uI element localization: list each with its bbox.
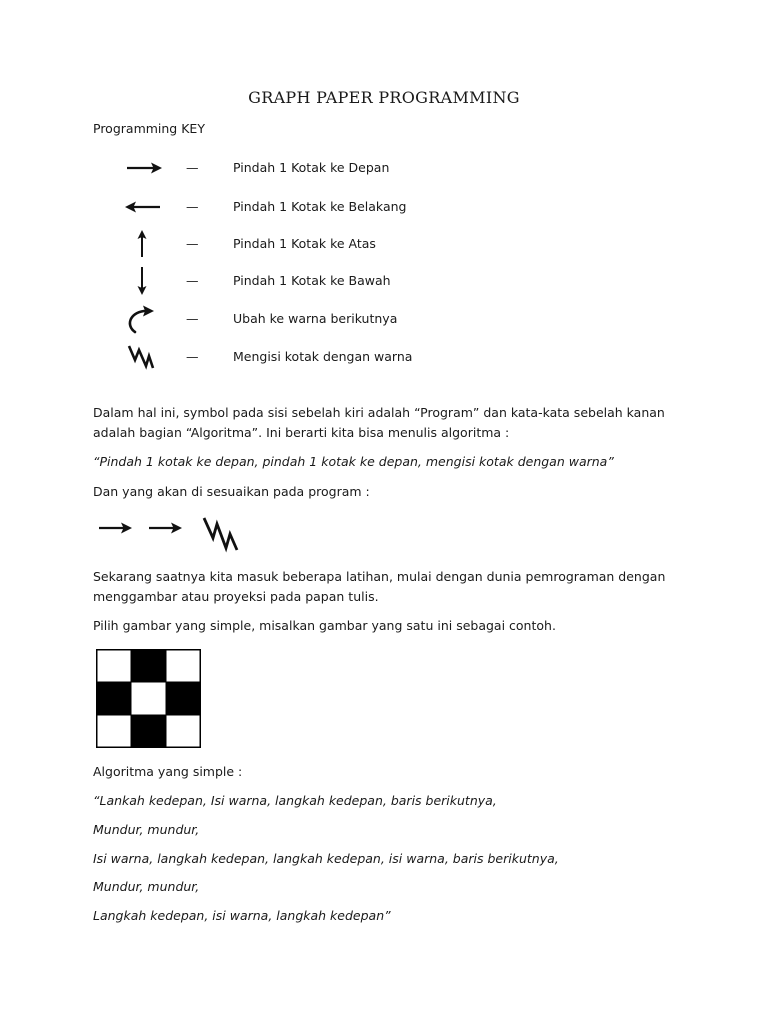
key-heading: Programming KEY xyxy=(93,121,205,136)
key-dash: — xyxy=(186,199,199,214)
key-dash: — xyxy=(186,160,199,175)
key-dash: — xyxy=(186,311,199,326)
key-row-up xyxy=(0,229,768,259)
program-intro: Dan yang akan di sesuaikan pada program : xyxy=(93,484,370,499)
arrow-left-icon xyxy=(118,192,166,222)
grid-cell xyxy=(96,649,131,682)
key-row-forward xyxy=(0,153,768,183)
grid-cell xyxy=(166,682,201,715)
paragraph-line: adalah bagian “Algoritma”. Ini berarti kita bisa menulis algoritma : xyxy=(93,425,510,440)
arrow-down-icon xyxy=(118,266,166,296)
algorithm-line: Mundur, mundur, xyxy=(93,822,200,837)
key-label-fill: Mengisi kotak dengan warna xyxy=(233,349,413,364)
example-program xyxy=(94,510,254,554)
paragraph-line: Sekarang saatnya kita masuk beberapa latihan, mulai dengan dunia pemrograman dengan xyxy=(93,569,666,584)
grid-cell xyxy=(131,649,166,682)
grid-cell xyxy=(166,715,201,748)
curved-arrow-icon xyxy=(118,304,166,334)
key-label-up: Pindah 1 Kotak ke Atas xyxy=(233,236,376,251)
key-row-next-color xyxy=(0,304,768,334)
paragraph-line: Pilih gambar yang simple, misalkan gambar yang satu ini sebagai contoh. xyxy=(93,618,556,633)
key-label-next-color: Ubah ke warna berikutnya xyxy=(233,311,398,326)
arrow-right-icon xyxy=(99,523,132,534)
arrow-up-icon xyxy=(118,229,166,259)
grid-cell xyxy=(166,649,201,682)
key-row-backward xyxy=(0,192,768,222)
zigzag-fill-icon xyxy=(204,518,237,550)
algorithm-line: “Lankah kedepan, Isi warna, langkah kedepan, baris berikutnya, xyxy=(93,793,497,808)
example-algorithm: “Pindah 1 kotak ke depan, pindah 1 kotak ke depan, mengisi kotak dengan warna” xyxy=(93,454,614,469)
grid-cell xyxy=(131,682,166,715)
algorithm-line: Mundur, mundur, xyxy=(93,879,200,894)
algorithm-heading: Algoritma yang simple : xyxy=(93,764,243,779)
key-label-forward: Pindah 1 Kotak ke Depan xyxy=(233,160,390,175)
paragraph-line: menggambar atau proyeksi pada papan tulis. xyxy=(93,589,379,604)
grid-cell xyxy=(96,682,131,715)
key-row-fill xyxy=(0,342,768,372)
key-dash: — xyxy=(186,349,199,364)
pattern-grid xyxy=(96,649,201,748)
grid-cell xyxy=(96,715,131,748)
algorithm-line: Langkah kedepan, isi warna, langkah kedepan” xyxy=(93,908,391,923)
paragraph-line: Dalam hal ini, symbol pada sisi sebelah kiri adalah “Program” dan kata-kata sebelah kanan xyxy=(93,405,665,420)
zigzag-fill-icon xyxy=(118,342,166,372)
key-dash: — xyxy=(186,273,199,288)
page-title: GRAPH PAPER PROGRAMMING xyxy=(248,88,520,107)
arrow-right-icon xyxy=(149,523,182,534)
algorithm-line: Isi warna, langkah kedepan, langkah kedepan, isi warna, baris berikutnya, xyxy=(93,851,559,866)
key-row-down xyxy=(0,266,768,296)
arrow-right-icon xyxy=(118,153,166,183)
key-label-down: Pindah 1 Kotak ke Bawah xyxy=(233,273,391,288)
grid-cell xyxy=(131,715,166,748)
key-dash: — xyxy=(186,236,199,251)
key-label-backward: Pindah 1 Kotak ke Belakang xyxy=(233,199,407,214)
